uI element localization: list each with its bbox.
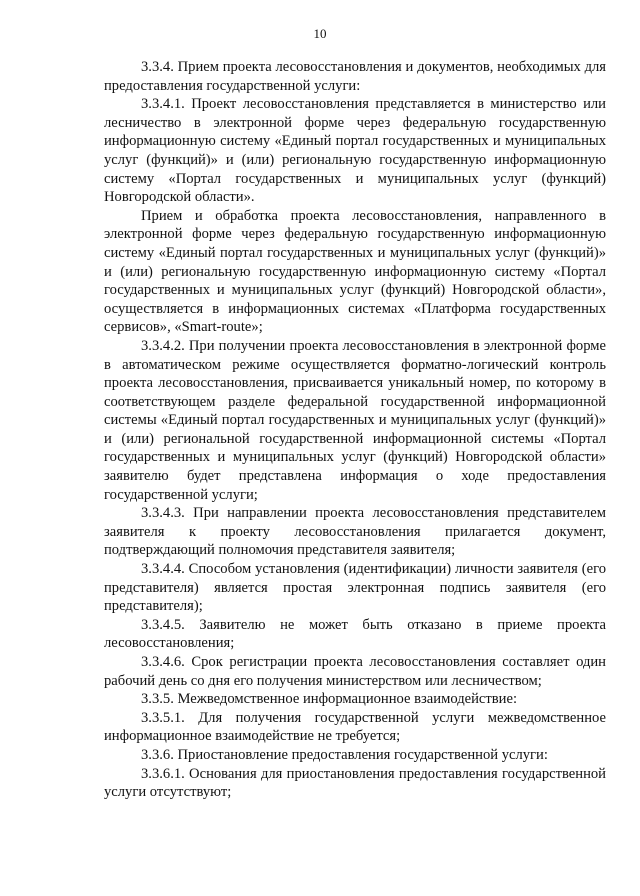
paragraph-3-3-5: 3.3.5. Межведомственное информационное взаимодействие: bbox=[141, 691, 518, 708]
document-body bbox=[104, 58, 606, 802]
paragraph-3-3-4-6: 3.3.4.6. Срок регистрации проекта лесовосстановления составляет один рабочий день со дня его получения министерством или лесничеством; bbox=[104, 654, 606, 689]
paragraph-3-3-4-1: 3.3.4.1. Проект лесовосстановления представляется в министерство или лесничество в электронной форме через федеральную государственную информационную систему «Единый портал государственных и муниципальных услуг (функций)» и (или) региональную государственную информационную систему «Портал государственных и муниципальных услуг (функций) Новгородской области». bbox=[104, 96, 606, 206]
paragraph-3-3-5-1: 3.3.5.1. Для получения государственной услуги межведомственное информационное взаимодействие не требуется; bbox=[104, 709, 606, 745]
paragraph-3-3-6: 3.3.6. Приостановление предоставления государственной услуги: bbox=[141, 746, 548, 763]
paragraph-3-3-4-5: 3.3.4.5. Заявителю не может быть отказано в приеме проекта лесовосстановления; bbox=[104, 616, 606, 652]
page-number: 10 bbox=[313, 26, 327, 41]
paragraph-3-3-4-3: 3.3.4.3. При направлении проекта лесовосстановления представителем заявителя к проекту лесовосстановления прилагается документ, подтверждающий полномочия представителя заявителя; bbox=[104, 505, 606, 559]
paragraph-3-3-6-1: 3.3.6.1. Основания для приостановления предоставления государственной услуги отсутствуют; bbox=[104, 765, 606, 801]
paragraph-reception-processing: Прием и обработка проекта лесовосстановления, направленного в электронной форме через федеральную государственную информационную систему «Единый портал государственных и муниципальных услуг (функций)» и (или) региональную государственную информационную систему «Портал государственных и муниципальных услуг (функций) Новгородской области», осуществляется в информационных системах «Платформа государственных сервисов», «Smart-route»; bbox=[104, 207, 606, 336]
paragraph-3-3-4-4: 3.3.4.4. Способом установления (идентификации) личности заявителя (его представителя) является простая электронная подпись заявителя (его представителя); bbox=[104, 561, 606, 615]
paragraph-3-3-4: 3.3.4. Прием проекта лесовосстановления и документов, необходимых для предоставления государственной услуги: bbox=[104, 59, 606, 94]
paragraph-3-3-4-2: 3.3.4.2. При получении проекта лесовосстановления в электронной форме в автоматическом режиме осуществляется форматно-логический контроль проекта лесовосстановления, присваивается уникальный номер, по которому в соответствующем разделе федеральной государственной информационной системы «Единый портал государственных и муниципальных услуг (функций)» и (или) региональной государственной информационной системы «Портал государственных и муниципальных услуг (функций) Новгородской области» заявителю будет представлена информация о ходе предоставления государственной услуги; bbox=[104, 337, 606, 503]
